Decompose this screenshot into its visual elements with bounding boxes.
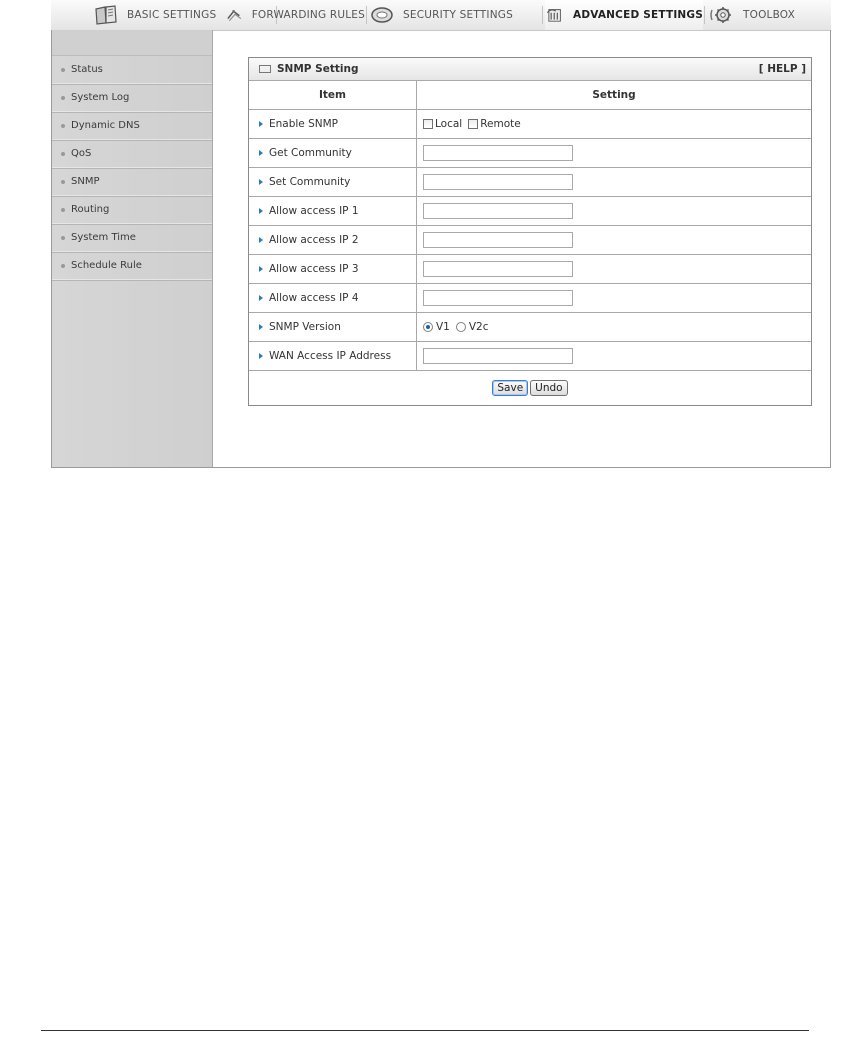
sidebar [52, 30, 213, 467]
arrow-right-icon [259, 208, 263, 214]
snmp-setting-panel [248, 57, 812, 406]
radio-label: V1 [436, 321, 450, 333]
frame-border-right [830, 30, 831, 468]
column-header-item: Item [249, 81, 417, 109]
arrow-right-icon [259, 295, 263, 301]
row-label: Set Community [269, 176, 351, 188]
v2c-radio[interactable] [456, 322, 466, 332]
arrow-right-icon [259, 324, 263, 330]
row-label: WAN Access IP Address [269, 350, 392, 362]
checkbox-label: Remote [480, 118, 521, 130]
tab-separator [704, 6, 705, 24]
tab-separator [542, 6, 543, 24]
bullet-icon [61, 96, 65, 100]
page-bottom-rule [41, 1030, 809, 1031]
button-row [249, 371, 811, 405]
arrow-right-icon [259, 266, 263, 272]
table-row-allow-ip-3 [249, 255, 811, 284]
row-label: Allow access IP 1 [269, 205, 359, 217]
tab-label: FORWARDING RULES [251, 9, 365, 21]
bullet-icon [61, 152, 65, 156]
column-header-setting: Setting [592, 89, 636, 101]
row-label: SNMP Version [269, 321, 341, 333]
sidebar-item-status[interactable] [52, 56, 212, 84]
panel-header [249, 58, 811, 81]
bullet-icon [61, 68, 65, 72]
local-checkbox[interactable] [423, 119, 433, 129]
tab-security-settings[interactable] [369, 0, 541, 30]
sidebar-item-schedule-rule[interactable] [52, 252, 212, 280]
table-row-snmp-version [249, 313, 811, 342]
table-row-allow-ip-2 [249, 226, 811, 255]
allow-ip-2-input[interactable] [423, 232, 573, 248]
tab-label: ADVANCED SETTINGS [573, 9, 703, 21]
sidebar-item-label: System Log [71, 92, 130, 103]
row-label: Allow access IP 4 [269, 292, 359, 304]
bullet-icon [61, 208, 65, 212]
save-button[interactable]: Save [492, 380, 528, 396]
checkbox-label: Local [435, 118, 463, 130]
sidebar-item-label: Routing [71, 204, 110, 215]
radio-label: V2c [468, 321, 489, 333]
shield-icon [369, 4, 395, 26]
sidebar-item-label: Status [71, 64, 103, 75]
sidebar-item-system-log[interactable] [52, 84, 212, 112]
bullet-icon [61, 180, 65, 184]
row-label: Allow access IP 2 [269, 234, 359, 246]
book-icon [93, 4, 119, 26]
sidebar-item-label: Schedule Rule [71, 260, 142, 271]
allow-ip-1-input[interactable] [423, 203, 573, 219]
local-checkbox-option[interactable] [423, 118, 462, 130]
allow-ip-3-input[interactable] [423, 261, 573, 277]
tab-label: TOOLBOX [743, 9, 795, 21]
panel-icon [259, 65, 271, 73]
sidebar-item-dynamic-dns[interactable] [52, 112, 212, 140]
wan-access-ip-input[interactable] [423, 348, 573, 364]
tab-label: SECURITY SETTINGS [403, 9, 513, 21]
tools-icon [545, 4, 565, 26]
arrow-right-icon [259, 179, 263, 185]
v2c-radio-option[interactable] [456, 321, 489, 333]
table-row-set-community [249, 168, 811, 197]
panel-title: SNMP Setting [277, 63, 359, 75]
v1-radio[interactable] [423, 322, 433, 332]
table-row-allow-ip-1 [249, 197, 811, 226]
bullet-icon [61, 124, 65, 128]
get-community-input[interactable] [423, 145, 573, 161]
help-link[interactable]: [ HELP ] [758, 63, 806, 75]
tab-separator [366, 6, 367, 24]
arrow-right-icon [259, 353, 263, 359]
sidebar-item-routing[interactable] [52, 196, 212, 224]
frame-border-bottom [51, 467, 831, 468]
top-nav [51, 0, 831, 31]
remote-checkbox-option[interactable] [468, 118, 521, 130]
set-community-input[interactable] [423, 174, 573, 190]
sidebar-item-system-time[interactable] [52, 224, 212, 252]
arrow-right-icon [259, 121, 263, 127]
gear-icon [709, 4, 735, 26]
undo-button[interactable]: Undo [530, 380, 567, 396]
tab-toolbox[interactable] [709, 0, 819, 30]
v1-radio-option[interactable] [423, 321, 450, 333]
table-row-allow-ip-4 [249, 284, 811, 313]
row-label: Get Community [269, 147, 352, 159]
row-label: Enable SNMP [269, 118, 339, 130]
bullet-icon [61, 236, 65, 240]
table-header-row [249, 81, 811, 110]
allow-ip-4-input[interactable] [423, 290, 573, 306]
sidebar-header [52, 30, 212, 56]
tab-forwarding-rules[interactable] [225, 0, 365, 30]
sidebar-item-label: SNMP [71, 176, 100, 187]
tab-advanced-settings[interactable] [545, 0, 703, 30]
tab-label: BASIC SETTINGS [127, 9, 217, 21]
sidebar-item-label: QoS [71, 148, 92, 159]
bullet-icon [61, 264, 65, 268]
arrow-right-icon [259, 237, 263, 243]
remote-checkbox[interactable] [468, 119, 478, 129]
table-row-wan-access [249, 342, 811, 371]
table-row-enable-snmp [249, 110, 811, 139]
table-row-get-community [249, 139, 811, 168]
sidebar-item-qos[interactable] [52, 140, 212, 168]
sidebar-item-label: System Time [71, 232, 136, 243]
row-label: Allow access IP 3 [269, 263, 359, 275]
sidebar-item-label: Dynamic DNS [71, 120, 140, 131]
arrow-right-icon [259, 150, 263, 156]
sidebar-item-snmp[interactable] [52, 168, 212, 196]
arrows-icon [225, 4, 244, 26]
